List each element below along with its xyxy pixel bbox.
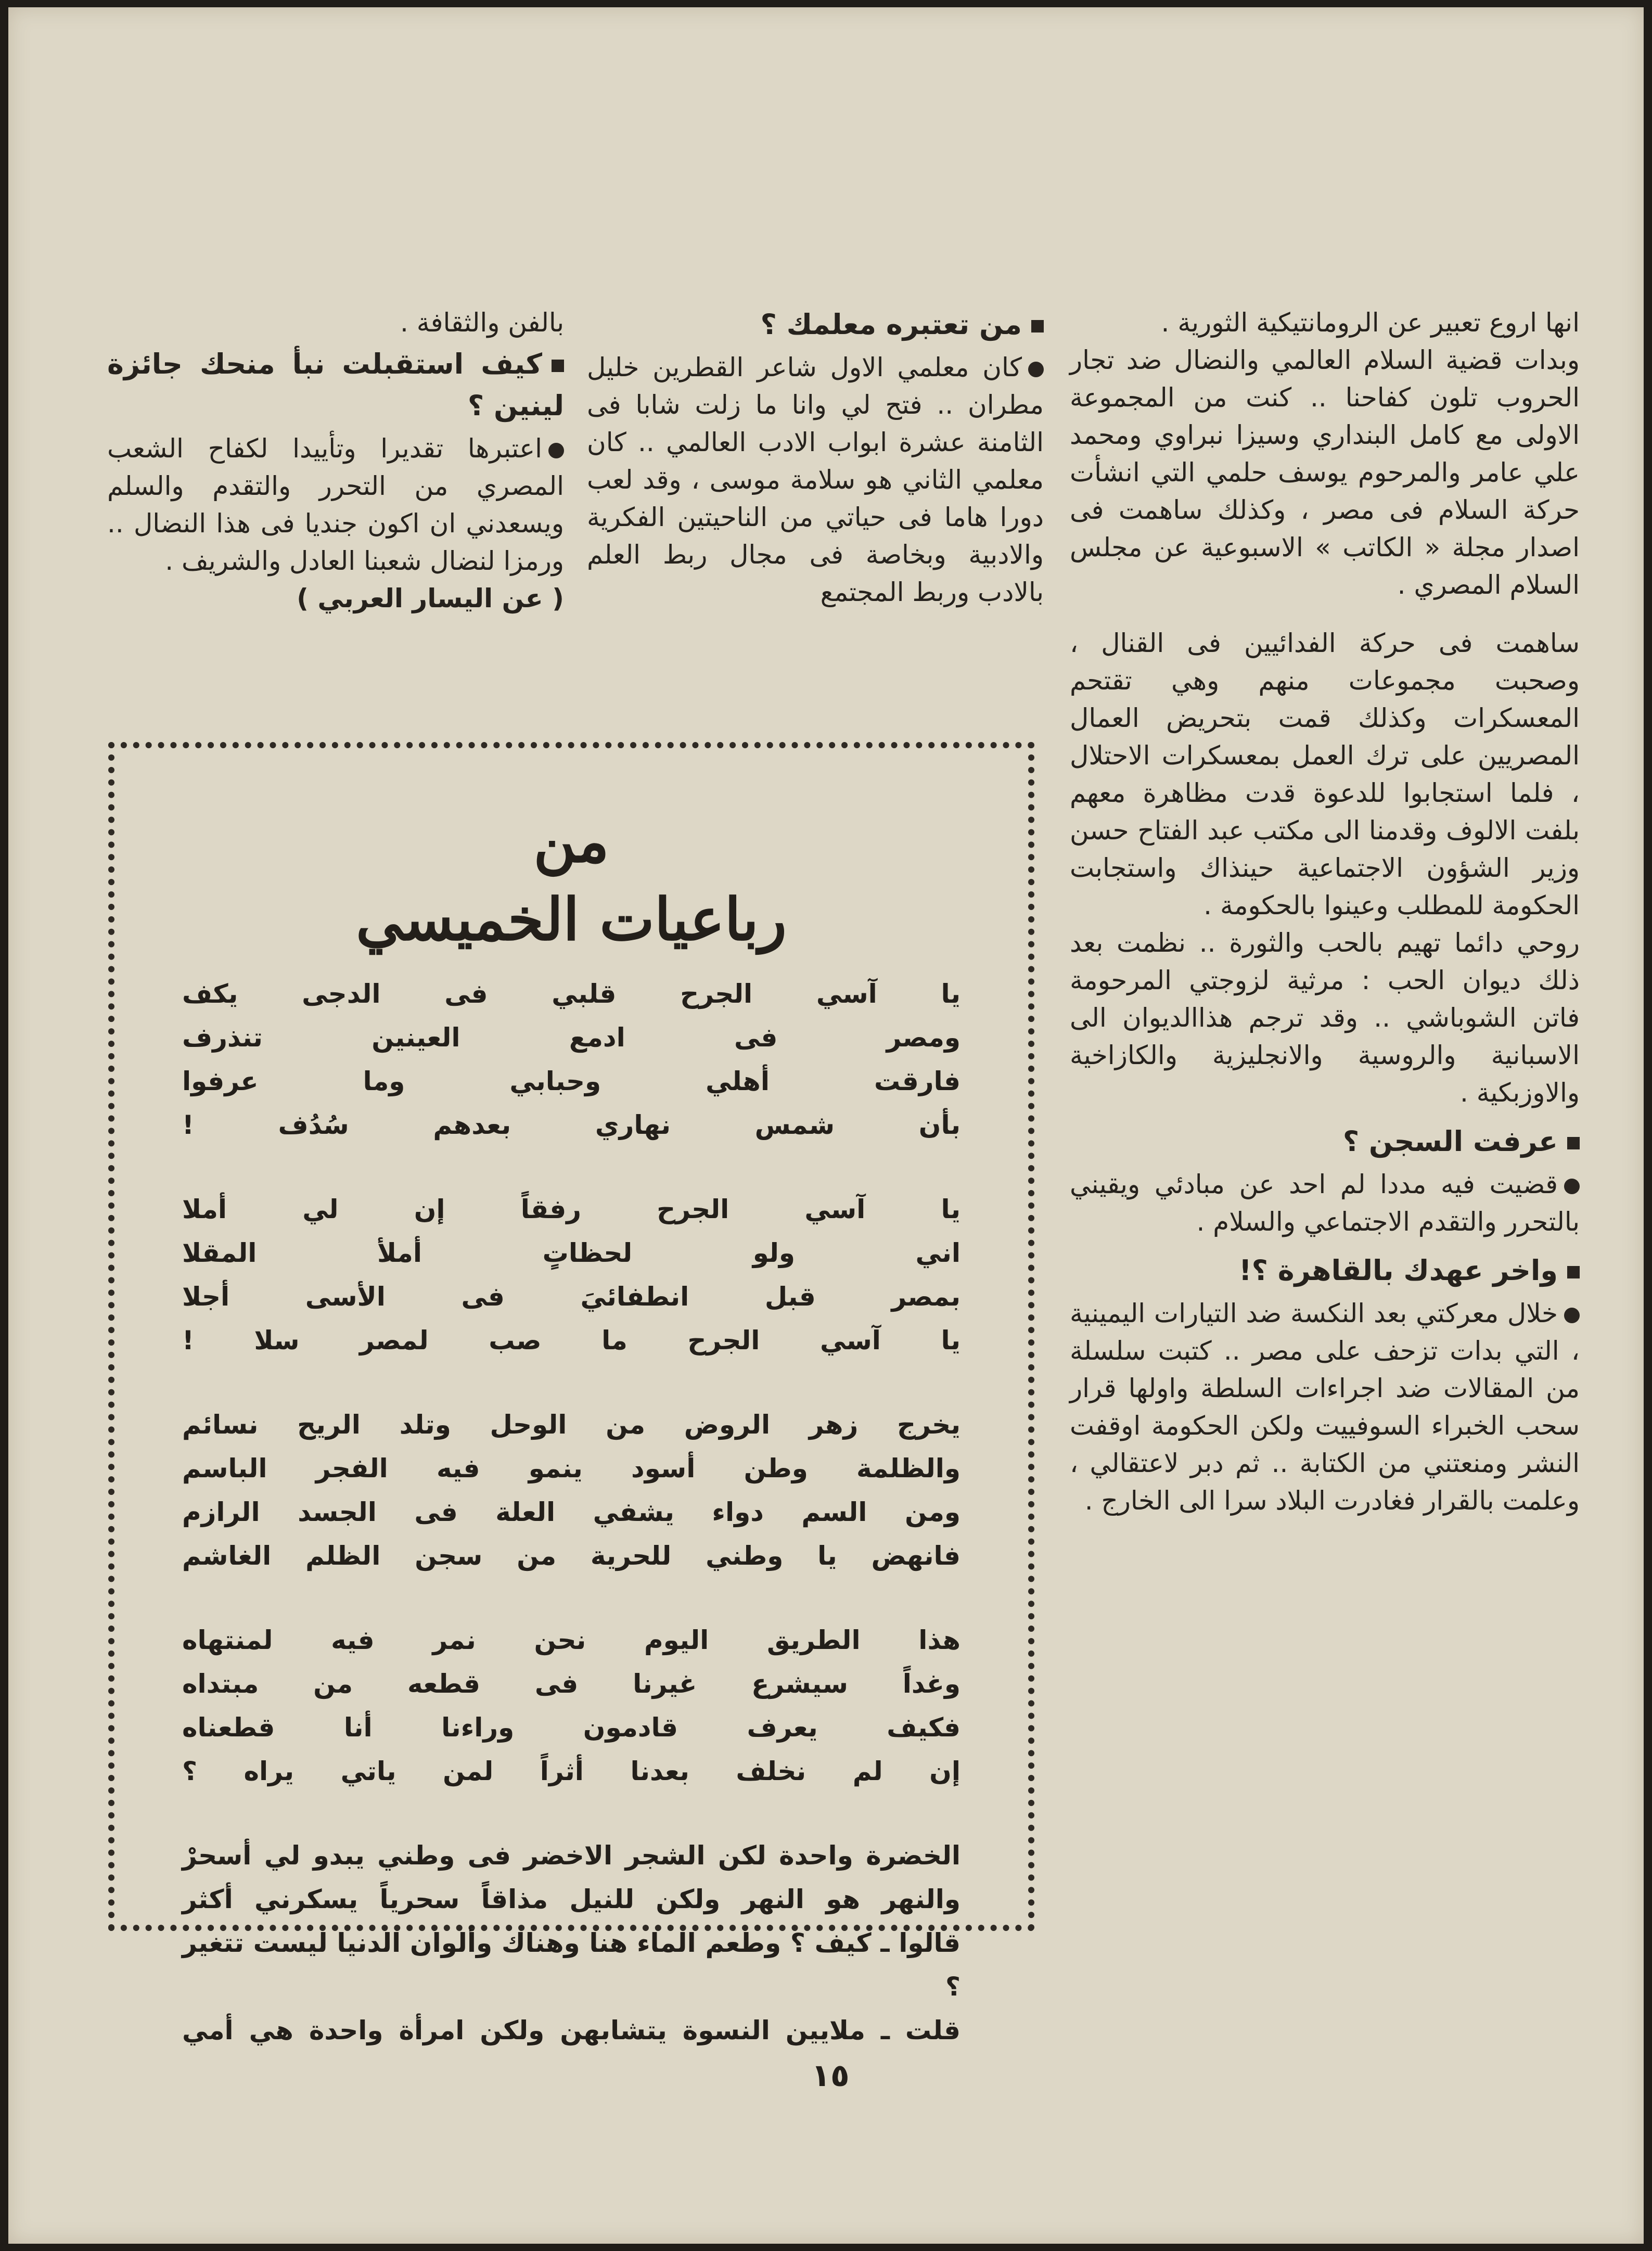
poem-box [108, 742, 1034, 2045]
paragraph: وبدات قضية السلام العالمي والنضال ضد تجار الحروب تلون كفاحنا .. كنت من المجموعة الاولى مع كامل البنداري وسيزا نبراوي ومحمد علي عامر والمرحوم يوسف حلمي التي انشأت حركة السلام فى مصر ، وكذلك ساهمت فى اصدار مجلة « الكاتب » الاسبوعية عن مجلس السلام المصري . [1070, 345, 1580, 600]
poem-title-line: رباعيات الخميسي [356, 886, 787, 954]
poem-line: ومن السم دواء يشفي العلة فى الجسد الرازم [182, 1497, 961, 1527]
poem-line: وغداً سيشرع غيرنا فى قطعه من مبتداه [182, 1669, 961, 1699]
paragraph: روحي دائما تهيم بالحب والثورة .. نظمت بعد ذلك ديوان الحب : مرثية لزوجتي المرحومة فاتن الشوباشي .. وقد ترجم هذاالديوان الى الاسبانية والروسية والانجليزية والكازاخية والاوزبكية . [1070, 928, 1580, 1108]
poem-line: قلت ـ ملايين النسوة يتشابهن ولكن امرأة واحدة هي أمي [182, 2015, 961, 2045]
poem-line: الخضرة واحدة لكن الشجر الاخضر فى وطني يبدو لي أسحرْ [182, 1840, 961, 1871]
poem-stanza [182, 1834, 961, 2052]
paragraph: ساهمت فى حركة الفدائيين فى القنال ، وصحبت مجموعات منهم وهي تقتحم المعسكرات وكذلك قمت بتحريض العمال المصريين على ترك العمل بمعسكرات الاحتلال ، فلما استجابوا للدعوة قدت مظاهرة معهم بلفت الالوف وقدمنا الى مكتب عبد الفتاح حسن وزير الشؤون الاجتماعية حينذاك واستجابت الحكومة للمطلب وعينوا بالحكومة . [1070, 628, 1580, 920]
source-credit: ( عن اليسار العربي ) [297, 583, 564, 613]
poem-line: إن لم نخلف بعدنا أثراً لمن ياتي يراه ؟ [182, 1756, 961, 1786]
square-bullet-icon [1031, 320, 1044, 332]
poem-line: يا آسي الجرح ما صب لمصر سلا ! [182, 1325, 961, 1355]
round-bullet-icon [548, 443, 564, 458]
poem-title [114, 803, 1028, 959]
paragraph: انها اروع تعبير عن الرومانتيكية الثورية . [1161, 308, 1580, 338]
poem-line: والنهر هو النهر ولكن للنيل مذاقاً سحرياً يسكرني أكثر [182, 1884, 961, 1914]
answer: خلال معركتي بعد النكسة ضد التيارات اليمينية ، التي بدات تزحف على مصر .. كتبت سلسلة من المقالات ضد اجراءات السلطة واولها قرار سحب الخبراء السوفييت ولكن الحكومة اوقفت النشر ومنعتني من الكتابة .. ثم دبر لاعتقالي ، وعلمت بالقرار فغادرت البلاد سرا الى الخارج . [1070, 1298, 1580, 1516]
poem-line: بمصر قبل انطفائيَ فى الأسى أجلا [182, 1282, 961, 1312]
magazine-page [8, 7, 1644, 2244]
poem-stanza [182, 972, 961, 1147]
poem-line: قالوا ـ كيف ؟ وطعم الماء هنا وهناك وألوان الدنيا ليست تتغير ؟ [182, 1928, 961, 2002]
left-column [107, 304, 564, 617]
square-bullet-icon [552, 360, 564, 372]
poem-line: والظلمة وطن أسود ينمو فيه الفجر الباسم [182, 1453, 961, 1483]
right-column [1070, 304, 1580, 1519]
poem-line: ومصر فى ادمع العينين تنذرف [182, 1022, 961, 1053]
poem-title-line: من [533, 808, 609, 876]
poem-line: اني ولو لحظاتٍ أملأ المقلا [182, 1238, 961, 1268]
question-heading: عرفت السجن ؟ [1070, 1121, 1580, 1162]
square-bullet-icon [1567, 1266, 1580, 1278]
round-bullet-icon [1564, 1179, 1580, 1194]
square-bullet-icon [1567, 1137, 1580, 1149]
middle-column [587, 304, 1044, 611]
answer: اعتبرها تقديرا وتأييدا لكفاح الشعب المصري من التحرر والتقدم والسلم ويسعدني ان اكون جنديا فى هذا النضال .. ورمزا لنضال شعبنا العادل والشريف . [107, 433, 564, 576]
poem-line: فانهض يا وطني للحرية من سجن الظلم الغاشم [182, 1541, 961, 1571]
question-heading: كيف استقبلت نبأ منحك جائزة لينين ؟ [107, 348, 564, 422]
poem-line: يخرج زهر الروض من الوحل وتلد الريح نسائم [182, 1410, 961, 1440]
question-heading: واخر عهدك بالقاهرة ؟! [1070, 1250, 1580, 1291]
poem-line: يا آسي الجرح قلبي فى الدجى يكف [182, 979, 961, 1009]
answer: قضيت فيه مددا لم احد عن مبادئي ويقيني بالتحرر والتقدم الاجتماعي والسلام . [1070, 1169, 1580, 1237]
paragraph: بالفن والثقافة . [400, 308, 564, 338]
poem-line: بأن شمس نهاري بعدهم سُدُف ! [182, 1110, 961, 1140]
poem-line: فكيف يعرف قادمون وراءنا أنا قطعناه [182, 1712, 961, 1743]
page-number: ١٥ [811, 2057, 850, 2094]
poem-line: هذا الطريق اليوم نحن نمر فيه لمنتهاه [182, 1625, 961, 1655]
question-heading: من تعتبره معلمك ؟ [587, 304, 1044, 346]
poem-stanza [182, 1187, 961, 1362]
round-bullet-icon [1028, 362, 1044, 377]
poem-line: فارقت أهلي وحبابي وما عرفوا [182, 1066, 961, 1096]
poem-stanza [182, 1618, 961, 1793]
answer: كان معلمي الاول شاعر القطرين خليل مطران .. فتح لي وانا ما زلت شابا فى الثامنة عشرة ابواب الادب العالمي .. كان معلمي الثاني هو سلامة موسى ، وقد لعب دورا هاما فى حياتي من الناحيتين الفكرية والادبية وبخاصة فى مجال ربط العلم بالادب وربط المجتمع [587, 352, 1044, 607]
round-bullet-icon [1564, 1308, 1580, 1323]
poem-stanzas [182, 972, 961, 2093]
poem-line: يا آسي الجرح رفقاً إن لي أملا [182, 1194, 961, 1224]
poem-stanza [182, 1403, 961, 1578]
